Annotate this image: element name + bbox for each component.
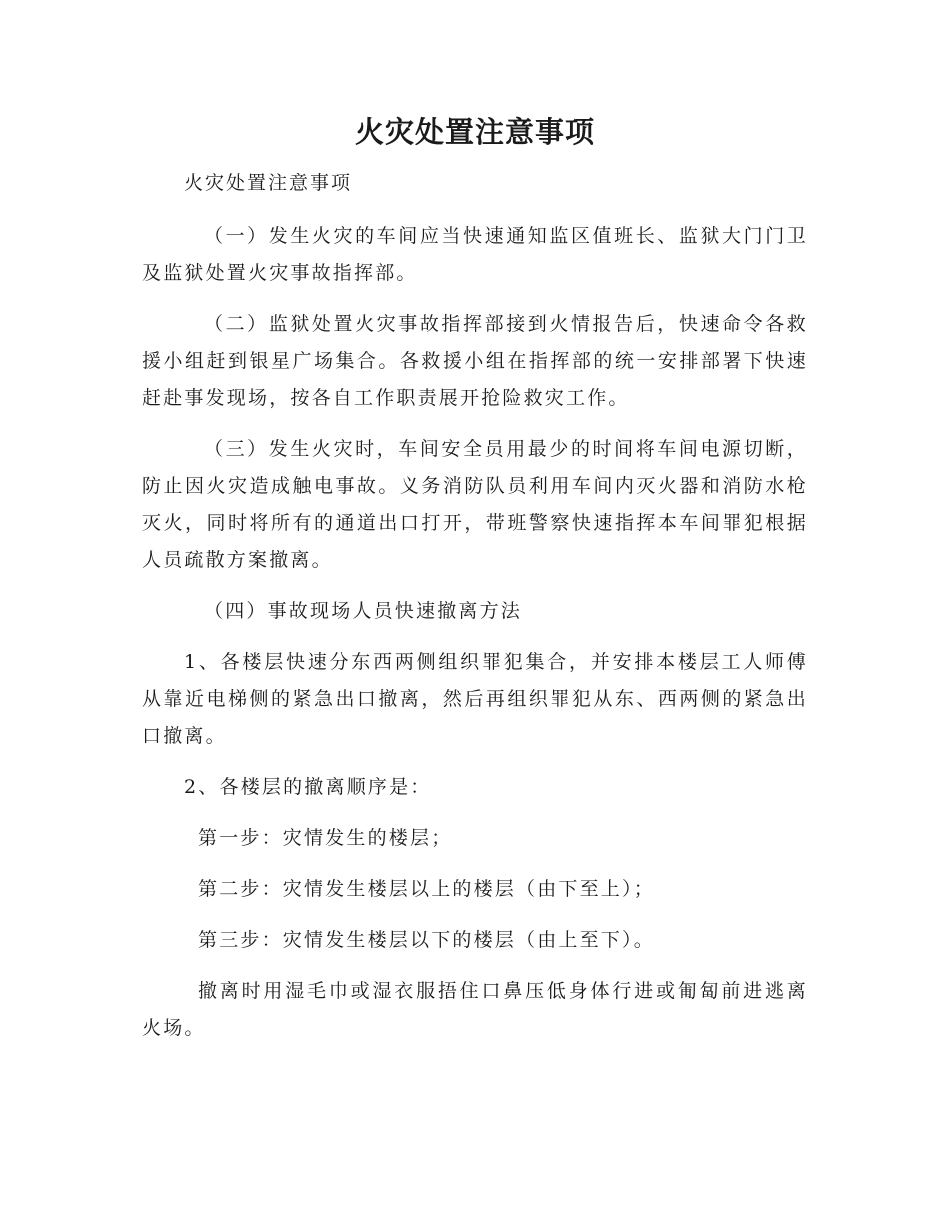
document-title: 火灾处置注意事项 [354, 115, 595, 149]
paragraph-2: （二）监狱处置火灾事故指挥部接到火情报告后，快速命令各救援小组赶到银星广场集合。各救援小组在指挥部的统一安排部署下快速赶赴事发现场，按各自工作职责展开抢险救灾工作。 [142, 313, 808, 409]
step-1: 第一步：灾情发生的楼层； [198, 827, 453, 849]
document-body [142, 218, 808, 1061]
document-subtitle: 火灾处置注意事项 [184, 172, 353, 194]
paragraph-4: （四）事故现场人员快速撤离方法 [204, 600, 523, 622]
paragraph-6: 2、各楼层的撤离顺序是： [184, 776, 432, 798]
paragraph-final: 撤离时用湿毛巾或湿衣服捂住口鼻压低身体行进或匍匐前进逃离火场。 [142, 980, 808, 1039]
paragraph-3: （三）发生火灾时，车间安全员用最少的时间将车间电源切断，防止因火灾造成触电事故。义务消防队员利用车间内灭火器和消防水枪灭火，同时将所有的通道出口打开，带班警察快速指挥本车间罪犯根据人员疏散方案撤离。 [142, 438, 808, 571]
step-3: 第三步：灾情发生楼层以下的楼层（由上至下）。 [198, 929, 655, 951]
paragraph-1: （一）发生火灾的车间应当快速通知监区值班长、监狱大门门卫及监狱处置火灾事故指挥部。 [142, 225, 808, 284]
paragraph-5: 1、各楼层快速分东西两侧组织罪犯集合，并安排本楼层工人师傅从靠近电梯侧的紧急出口撤离，然后再组织罪犯从东、西两侧的紧急出口撤离。 [142, 651, 808, 747]
step-2: 第二步：灾情发生楼层以上的楼层（由下至上）； [198, 878, 655, 900]
